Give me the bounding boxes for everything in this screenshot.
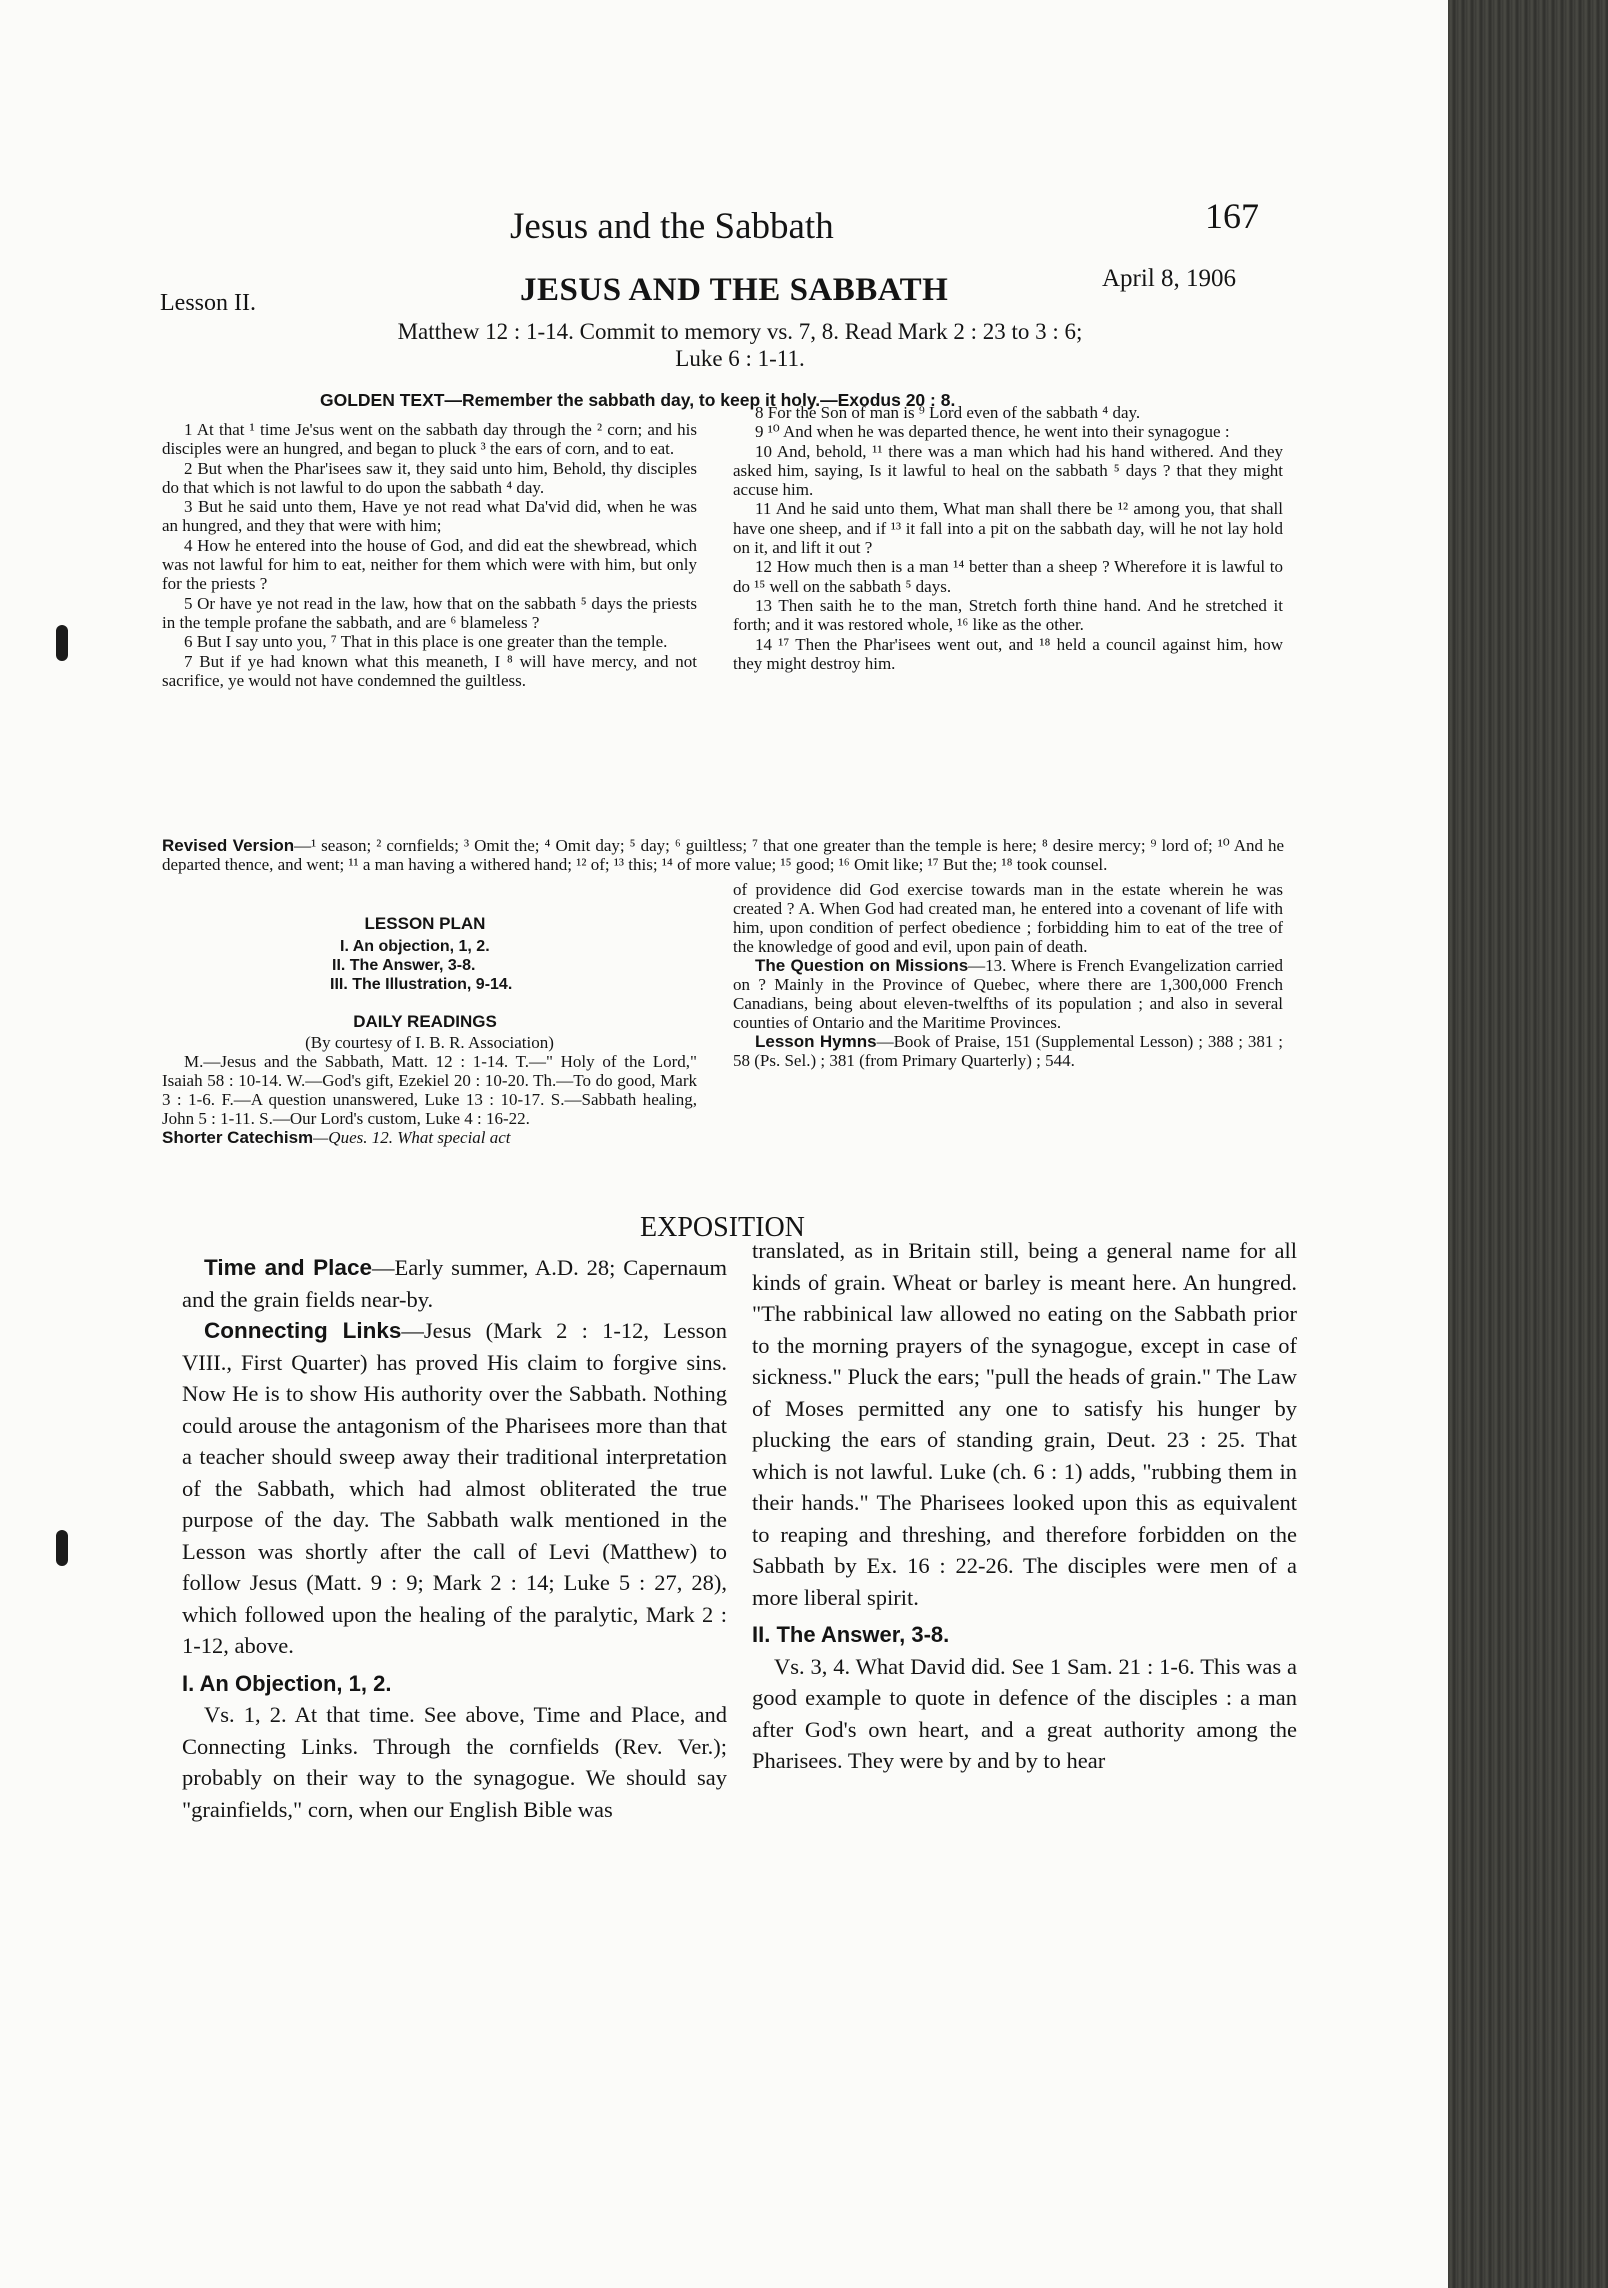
revised-version-text: —¹ season; ² cornfields; ³ Omit the; ⁴ Omit day; ⁵ day; ⁶ guiltless; ⁷ that one greater than the temple is here; ⁸ desire mercy; ⁹ lord of; ¹⁰ And he departed thence, and went; ¹¹ a man having a withered hand; ¹² of; ¹³ this; ¹⁴ of more value; ¹⁵ good; ¹⁶ Omit like; ¹⁷ But the; ¹⁸ took counsel.	[162, 836, 1285, 874]
verse: 8 For the Son of man is ⁹ Lord even of the sabbath ⁴ day.	[755, 403, 1141, 422]
missions-label: The Question on Missions	[755, 956, 969, 975]
exposition-right-column	[752, 1235, 1297, 1777]
section-heading-objection: I. An Objection, 1, 2.	[182, 1670, 392, 1696]
time-place-text: —Early summer, A.D. 28; Capernaum and the grain fields near-by.	[182, 1255, 727, 1312]
exposition-left-column	[182, 1252, 727, 1825]
hymns-text: —Book of Praise, 151 (Supplemental Lesson) ; 388 ; 381 ; 58 (Ps. Sel.) ; 381 (from Primary Quarterly) ; 544.	[733, 1032, 1283, 1070]
connecting-links-text: —Jesus (Mark 2 : 1-12, Lesson VIII., First Quarter) has proved His claim to forgive sins. Now He is to show His authority over the Sabbath. Nothing could arouse the antagonism of the Pharisees more than that a teacher should sweep away their traditional interpretation of the Sabbath, which had almost obliterated the true purpose of the day. The Sabbath walk mentioned in the Lesson was shortly after the call of Levi (Matthew) to follow Jesus (Matt. 9 : 9; Mark 2 : 14; Luke 5 : 27, 28), which followed upon the healing of the paralytic, Mark 2 : 1-12, above.	[182, 1318, 727, 1658]
verse: 4 How he entered into the house of God, and did eat the shewbread, which was not lawful for him to eat, neither for them which were with him, but only for the priests ?	[162, 535, 697, 594]
lesson-number: Lesson II.	[160, 290, 256, 316]
revised-version-notes	[162, 836, 1284, 874]
verse: 11 And he said unto them, What man shall there be ¹² among you, that shall have one sheep, and if ¹³ it fall into a pit on the sabbath day, will he not lay hold on it, and lift it out ?	[733, 499, 1283, 558]
lesson-title: JESUS AND THE SABBATH	[520, 272, 949, 308]
verse: 14 ¹⁷ Then the Phar'isees went out, and ¹⁸ held a council against him, how they might destroy him.	[733, 634, 1283, 673]
lesson-plan-item: I. An objection, 1, 2.	[340, 938, 490, 955]
binding-hole	[56, 1530, 68, 1566]
golden-text: GOLDEN TEXT—Remember the sabbath day, to keep it holy.—Exodus 20 : 8.	[320, 390, 956, 410]
verse-commentary: Vs. 1, 2. At that time. See above, Time and Place, and Connecting Links. Through the cornfields (Rev. Ver.); probably on their way to the synagogue. We should say "grainfields," corn, when our English Bible was	[182, 1702, 727, 1822]
time-place-label: Time and Place	[204, 1255, 372, 1280]
hymns-label: Lesson Hymns	[755, 1032, 877, 1051]
verse: 6 But I say unto you, ⁷ That in this place is one greater than the temple.	[184, 632, 668, 652]
verse: 10 And, behold, ¹¹ there was a man which had his hand withered. And they asked him, saying, Is it lawful to heal on the sabbath ⁵ days ? that they might accuse him.	[733, 441, 1283, 500]
verse: 3 But he said unto them, Have ye not read what Da'vid did, when he was an hungred, and they that were with him;	[162, 497, 697, 536]
verse: 5 Or have ye not read in the law, how that on the sabbath ⁵ days the priests in the temple profane the sabbath, and are ⁶ blameless ?	[162, 593, 697, 632]
verse: 12 How much then is a man ¹⁴ better than a sheep ? Wherefore it is lawful to do ¹⁵ well on the sabbath ⁵ days.	[733, 557, 1283, 596]
daily-readings-text: M.—Jesus and the Sabbath, Matt. 12 : 1-14. T.—" Holy of the Lord," Isaiah 58 : 10-14. W.—God's gift, Ezekiel 20 : 10-20. Th.—To do good, Mark 3 : 1-6. F.—A question unanswered, Luke 13 : 10-17. S.—Sabbath healing, John 5 : 1-11. S.—Our Lord's custom, Luke 4 : 16-22.	[162, 1052, 697, 1128]
commentary-continued: translated, as in Britain still, being a general name for all kinds of grain. Wheat or barley is meant here. An hungred. "The rabbinical law allowed no eating on the Sabbath prior to the morning prayers of the synagogue, except in case of sickness." Pluck the ears; "pull the heads of grain." The Law of Moses permitted any one to satisfy his hunger by plucking the ears of standing grain, Deut. 23 : 25. That which is not lawful. Luke (ch. 6 : 1) adds, "rubbing them in their hands." The Pharisees looked upon this as equivalent to reaping and threshing, and therefore forbidden on the Sabbath by Ex. 16 : 22-26. The disciples were men of a more liberal spirit.	[752, 1238, 1297, 1610]
section-heading-answer: II. The Answer, 3-8.	[752, 1622, 950, 1647]
running-title: Jesus and the Sabbath	[510, 206, 834, 247]
connecting-links-label: Connecting Links	[204, 1318, 402, 1343]
verse: 9 ¹⁰ And when he was departed thence, he went into their synagogue :	[755, 422, 1230, 442]
verse: 1 At that ¹ time Je'sus went on the sabbath day through the ² corn; and his disciples were an hungred, and began to pluck ³ the ears of corn, and to eat.	[162, 420, 697, 459]
lesson-plan-item: II. The Answer, 3-8.	[332, 957, 476, 974]
revised-version-label: Revised Version	[162, 836, 295, 855]
passage-reference: Matthew 12 : 1-14. Commit to memory vs. 7, 8. Read Mark 2 : 23 to 3 : 6; Luke 6 : 1-11.	[397, 319, 1083, 371]
lesson-plan-list	[330, 937, 512, 994]
scripture-left-column	[162, 420, 697, 690]
catechism-label: Shorter Catechism	[162, 1128, 314, 1147]
lesson-plan-heading: LESSON PLAN	[364, 914, 486, 933]
book-page-edges	[1448, 0, 1608, 2288]
catechism-missions-hymns	[733, 880, 1283, 1070]
catechism-answer: of providence did God exercise towards man in the estate wherein he was created ? A. When God had created man, he entered into a covenant of life with him, upon condition of perfect obedience ; forbidding him to eat of the tree of the knowledge of good and evil, upon pain of death.	[733, 880, 1283, 956]
lesson-plan-item: III. The Illustration, 9-14.	[330, 976, 513, 993]
binding-hole	[56, 625, 68, 661]
catechism-text: —Ques. 12. What special act	[313, 1128, 511, 1147]
lesson-date: April 8, 1906	[1102, 265, 1237, 292]
daily-readings-heading: DAILY READINGS	[353, 1012, 497, 1031]
verse: 7 But if ye had known what this meaneth, I ⁸ will have mercy, and not sacrifice, ye would not have condemned the guiltless.	[162, 651, 697, 690]
verse-commentary: Vs. 3, 4. What David did. See 1 Sam. 21 : 1-6. This was a good example to quote in defence of the disciples : a man after God's own heart, and a great authority among the Pharisees. They were by and by to hear	[752, 1653, 1297, 1773]
exposition-heading: EXPOSITION	[640, 1212, 805, 1243]
daily-readings-courtesy: (By courtesy of I. B. R. Association)	[305, 1033, 554, 1052]
daily-readings	[162, 1033, 697, 1147]
page-number: 167	[1205, 196, 1259, 236]
verse: 13 Then saith he to the man, Stretch forth thine hand. And he stretched it forth; and it was restored whole, ¹⁶ like as the other.	[733, 595, 1283, 635]
scripture-right-column	[733, 403, 1283, 673]
missions-text: —13. Where is French Evangelization carried on ? Mainly in the Province of Quebec, where there are 1,300,000 French Canadians, being about eleven-twelfths of its population ; and also in several counties of Ontario and the Maritime Provinces.	[733, 956, 1283, 1032]
verse: 2 But when the Phar'isees saw it, they said unto him, Behold, thy disciples do that which is not lawful to do upon the sabbath ⁴ day.	[162, 458, 697, 497]
